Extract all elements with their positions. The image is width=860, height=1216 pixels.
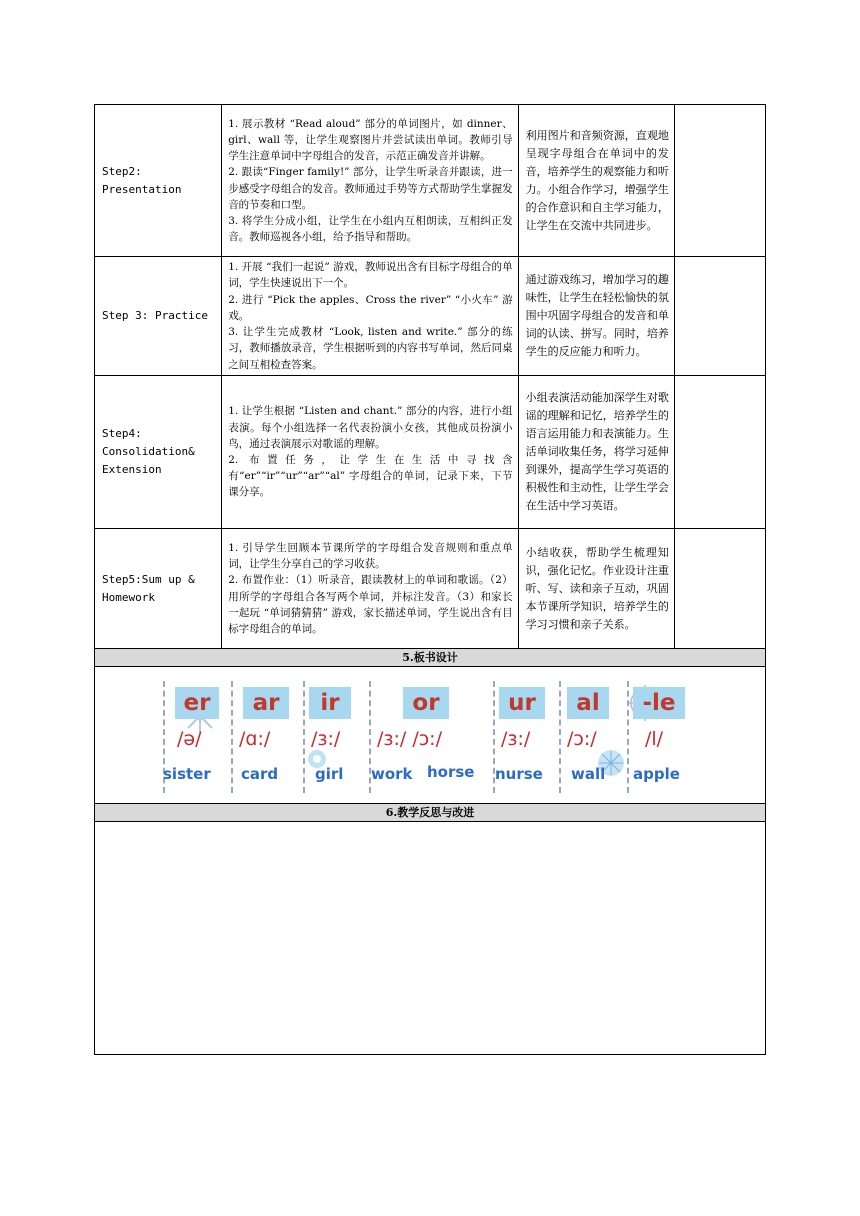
phonetic-or: /ɜ:/ /ɔ:/ [377,728,442,750]
step-cell [95,376,222,529]
step-cell [95,105,222,257]
table-row-step3 [95,257,766,376]
reflection-row [95,822,766,1055]
letter-card-le: -le [633,687,685,719]
letter-card-ir: ir [309,687,351,719]
board-title: 5.板书设计 [95,649,766,667]
board-row [95,667,766,804]
process-cell [222,257,518,376]
phonetic-ar: /ɑ:/ [239,728,271,750]
phonetic-ir: /ɜ:/ [311,728,341,750]
word-sister: sister [163,765,211,783]
process-item: 1. 展示教材 “Read aloud” 部分的单词图片，如 dinner、girl、wall 等，让学生观察图片并尝试读出单词。教师引导学生注意单词中字母组合的发音，示范正确发音并讲解。 [228,117,513,163]
process-item: 2. 布置作业：（1）听录音，跟读教材上的单词和歌谣。（2）用所学的字母组合各写两个单词，并标注发音。（3）和家长一起玩 “单词猜猜猜” 游戏，家长描述单词，学生说出含有目标字母组合的单词。 [228,574,513,635]
process-item: 2. 跟读“Finger family!” 部分，让学生听录音并跟读，进一步感受字母组合的发音。教师通过手势等方式帮助学生掌握发音的节奏和口型。 [228,166,513,211]
blackboard-image [163,681,693,793]
intent-text: 小结收获，帮助学生梳理知识，强化记忆。作业设计注重听、写、读和亲子互动，巩固本节课所学知识，培养学生的学习习惯和亲子关系。 [525,545,669,631]
word-horse: horse [427,763,475,781]
word-nurse: nurse [495,765,543,783]
intent-text: 通过游戏练习，增加学习的趣味性，让学生在轻松愉快的氛围中巩固字母组合的发音和单词的认读、拼写。同时，培养学生的反应能力和听力。 [525,273,669,358]
reflection-body [95,822,766,1055]
process-item: 3. 将学生分成小组，让学生在小组内互相朗读，互相纠正发音。教师巡视各小组，给予指导和帮助。 [228,214,513,244]
process-item: 2. 布置任务，让学生在生活中寻找含有“er”“ir”“ur”“ar”“al” 字母组合的单词，记录下来，下节课分享。 [228,454,513,499]
process-cell [222,105,518,257]
intent-text: 小组表演活动能加深学生对歌谣的理解和记忆，培养学生的语言运用能力和表演能力。生活单词收集任务，将学习延伸到课外，提高学生学习英语的积极性和主动性，让学生学会在生活中学习英语。 [525,391,669,512]
lesson-plan-page [94,104,766,1055]
word-girl: girl [315,765,344,783]
phonetic-le: /l/ [645,728,664,750]
step-title: Step2: Presentation [102,164,182,196]
intent-cell [518,257,674,376]
letter-card-or: or [403,687,449,719]
process-item: 2. 进行 “Pick the apples、Cross the river” “小火车” 游戏。 [228,293,513,322]
card-divider [627,681,629,793]
card-divider [231,681,233,793]
process-item: 1. 引导学生回顾本节课所学的字母组合发音规则和重点单词，让学生分享自己的学习收获。 [228,541,513,571]
note-cell [674,257,765,376]
card-divider [303,681,305,793]
intent-text: 利用图片和音频资源，直观地呈现字母组合在单词中的发音，培养学生的观察能力和听力。小组合作学习，增强学生的合作意识和自主学习能力，让学生在交流中共同进步。 [525,128,669,232]
table-row-step5 [95,529,766,649]
note-cell [674,529,765,649]
process-item: 1. 让学生根据 “Listen and chant.” 部分的内容，进行小组表演。每个小组选择一名代表扮演小女孩，其他成员扮演小鸟，通过表演展示对歌谣的理解。 [228,405,513,450]
card-divider [559,681,561,793]
board-cell [95,667,766,804]
intent-cell [518,529,674,649]
process-cell [222,376,518,529]
step-cell [95,257,222,376]
intent-cell [518,376,674,529]
table-row-step4 [95,376,766,529]
word-wall: wall [571,765,606,783]
step-title: Step 3: Practice [102,309,208,322]
intent-cell [518,105,674,257]
word-card: card [241,765,279,783]
table-row-step2 [95,105,766,257]
phonetic-er: /ə/ [177,728,202,750]
section-header-board [95,649,766,667]
section-header-reflection [95,804,766,822]
reflection-title: 6.教学反思与改进 [95,804,766,822]
word-apple: apple [633,765,680,783]
process-item: 1. 开展 “我们一起说” 游戏，教师说出含有目标字母组合的单词，学生快速说出下一个。 [228,261,513,290]
word-work: work [371,765,413,783]
letter-card-al: al [567,687,609,719]
step-cell [95,529,222,649]
note-cell [674,105,765,257]
process-item: 3. 让学生完成教材 “Look, listen and write.” 部分的练习，教师播放录音，学生根据听到的内容书写单词，然后同桌之间互相检查答案。 [228,326,513,371]
letter-card-ar: ar [243,687,289,719]
step-title: Step4: Consolidation& Extension [102,427,195,476]
letter-card-ur: ur [499,687,545,719]
letter-card-er: er [175,687,219,719]
step-title: Step5:Sum up & Homework [102,572,195,604]
lesson-plan-table [94,104,766,1055]
phonetic-ur: /ɜ:/ [501,728,531,750]
note-cell [674,376,765,529]
phonetic-al: /ɔ:/ [567,728,597,750]
process-cell [222,529,518,649]
